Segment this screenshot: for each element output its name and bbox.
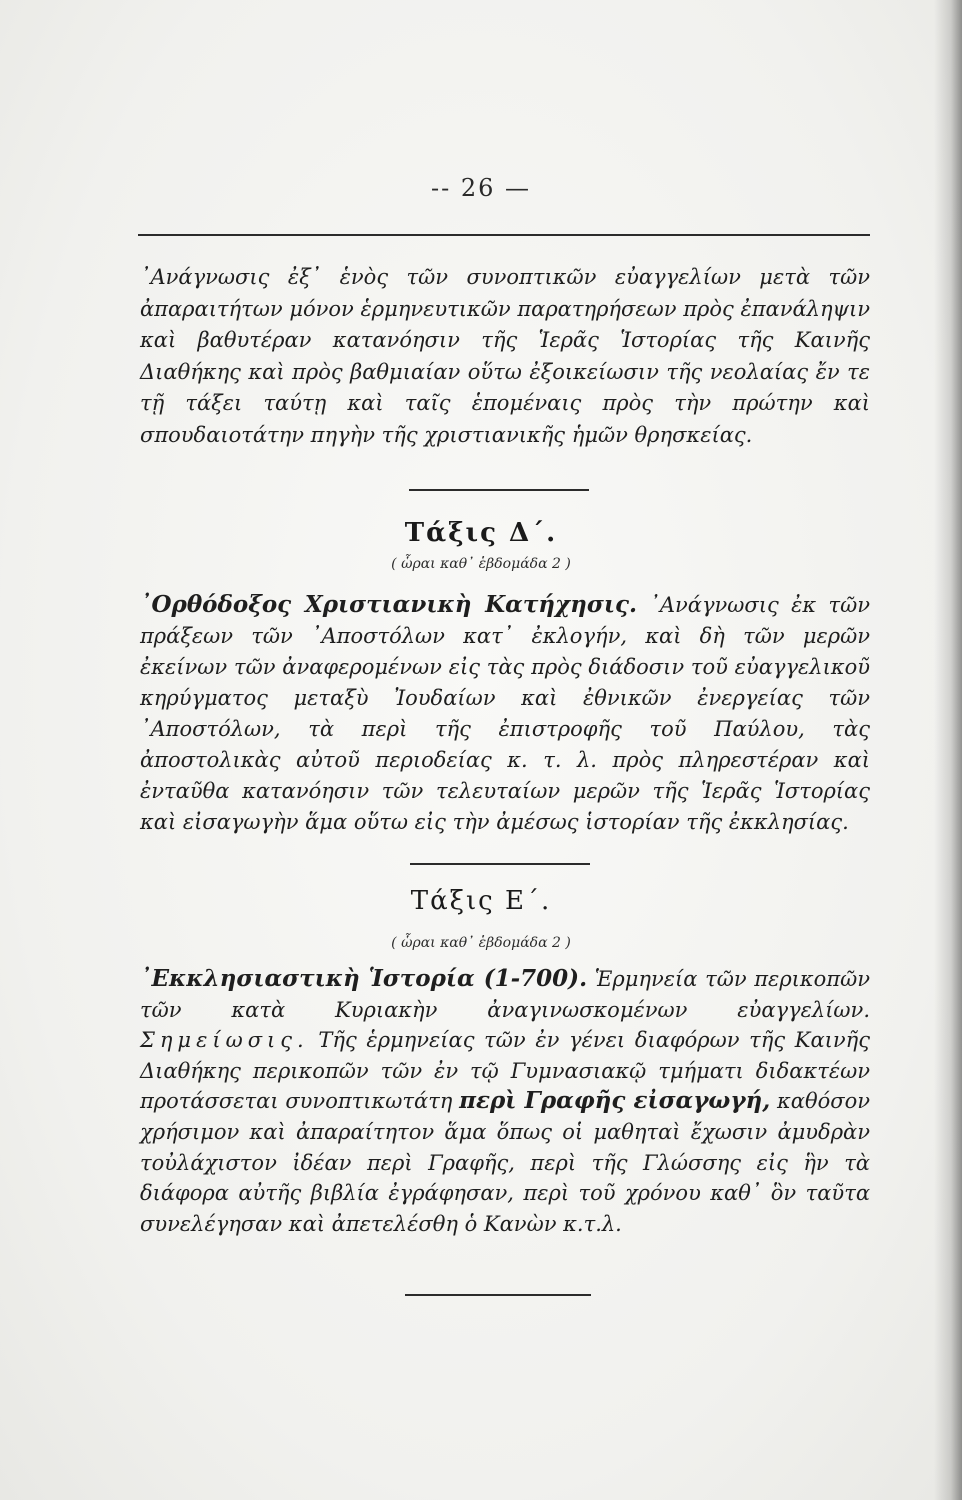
section-e-title: Τάξις Ε΄.: [410, 886, 552, 916]
section-e-body-3: καθόσον χρήσιμον καὶ ἀπαραίτητον ἅμα ὅπως οἱ μαθηταὶ ἔχωσιν ἀμυδρὰν τοὐλάχιστον ἰδέαν περὶ Γραφῆς, περὶ τῆς Γλώσσης εἰς ἣν τὰ διάφορα αὐτῆς βιβλία ἐγράφησαν, περὶ τοῦ χρόνου καθ᾿ ὃν ταῦτα συνελέγησαν καὶ ἀπετελέσθη ὁ Κανὼν κ.τ.λ.: [140, 1089, 870, 1236]
section-d-title: Τάξις Δ΄.: [404, 518, 558, 548]
section-e-body-2: Τῆς ἑρμηνείας τῶν ἐν γένει διαφόρων τῆς Καινῆς Διαθήκης περικοπῶν τῶν ἐν τῷ Γυμνασιακῷ τμήματι διδακτέων προτάσσεται συνοπτικωτάτη: [140, 1028, 870, 1114]
page-edge-shadow: [934, 0, 962, 1500]
section-d-hours: ( ὧραι καθ᾿ ἑβδομάδα 2 ): [391, 556, 571, 572]
intro-paragraph: ᾿Ανάγνωσις ἐξ᾿ ἑνὸς τῶν συνοπτικῶν εὐαγγελίων μετὰ τῶν ἀπαραιτήτων μόνον ἑρμηνευτικῶν παρατηρήσεων πρὸς ἐπανάληψιν καὶ βαθυτέραν κατανόησιν τῆς Ἱερᾶς Ἱστορίας τῆς Καινῆς Διαθήκης καὶ πρὸς βαθμιαίαν οὕτω ἐξοικείωσιν τῆς νεολαίας ἔν τε τῇ τάξει ταύτῃ καὶ ταῖς ἑπομέναις πρὸς τὴν πρώτην καὶ σπουδαιοτάτην πηγὴν τῆς χριστιανικῆς ἡμῶν θρησκείας.: [140, 265, 870, 447]
section-divider: [405, 1294, 591, 1296]
section-d-heading: ᾿Ορθόδοξος Χριστιανικὴ Κατήχησις.: [140, 591, 637, 618]
section-e-heading: ᾿Εκκλησιαστικὴ Ἱστορία (1-700).: [140, 965, 588, 992]
section-d-body: ᾿Ανάγνωσις ἐκ τῶν πράξεων τῶν ᾿Αποστόλων κατ᾿ ἐκλογήν, καὶ δὴ τῶν μερῶν ἐκείνων τῶν ἀναφερομένων εἰς τὰς πρὸς διάδοσιν τοῦ εὐαγγελικοῦ κηρύγματος μεταξὺ Ἰουδαίων καὶ ἐθνικῶν ἐνεργείας τῶν ᾿Αποστόλων, τὰ περὶ τῆς ἐπιστροφῆς τοῦ Παύλου, τὰς ἀποστολικὰς αὐτοῦ περιοδείας κ. τ. λ. πρὸς πληρεστέραν καὶ ἐνταῦθα κατανόησιν τῶν τελευταίων μερῶν τῆς Ἱερᾶς Ἱστορίας καὶ εἰσαγωγὴν ἅμα οὕτω εἰς τὴν ἀμέσως ἱστορίαν τῆς ἐκκλησίας.: [140, 593, 870, 834]
section-divider: [410, 863, 590, 865]
section-e-paragraph: [140, 964, 870, 1239]
section-d-paragraph: [140, 589, 870, 838]
header-rule: [138, 234, 870, 236]
page-number: -- 26 —: [430, 174, 531, 202]
section-e-bold-phrase: περὶ Γραφῆς εἰσαγωγή,: [459, 1087, 771, 1115]
section-e-body-1: Ἑρμηνεία τῶν περικοπῶν τῶν κατὰ Κυριακὴν ἀναγινωσκομένων εὐαγγελίων.: [140, 967, 871, 1022]
section-divider: [409, 489, 589, 491]
note-label: Σημείωσις.: [140, 1028, 309, 1053]
section-e-hours: ( ὧραι καθ᾿ ἑβδομάδα 2 ): [391, 935, 571, 951]
